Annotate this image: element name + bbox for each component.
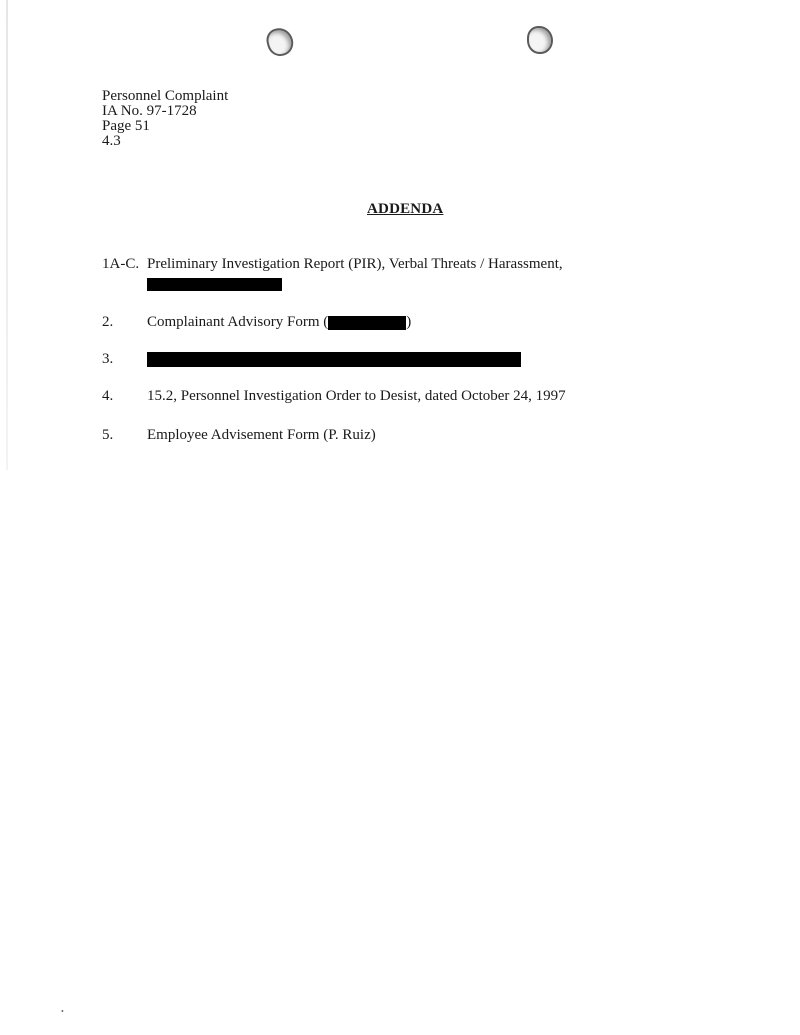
item-number: 3.: [102, 351, 114, 367]
punch-hole-right: [527, 26, 553, 54]
scan-speck: •: [61, 1007, 64, 1016]
document-header: [102, 89, 228, 149]
list-item-4: [102, 388, 566, 405]
item-text: Complainant Advisory Form (: [147, 314, 329, 330]
list-item-2: [102, 314, 411, 331]
item-text: Employee Advisement Form (P. Ruiz): [147, 427, 376, 443]
redaction-bar: [147, 278, 282, 291]
item-text-close: ): [406, 314, 412, 330]
header-line-page: Page 51: [102, 118, 150, 134]
list-item-5: [102, 427, 376, 444]
header-line-section: 4.3: [102, 133, 121, 149]
item-number: 2.: [102, 314, 114, 330]
item-number: 1A-C.: [102, 256, 140, 272]
item-text: Preliminary Investigation Report (PIR), Verbal Threats / Harassment,: [147, 256, 563, 272]
page-title: ADDENDA: [367, 201, 444, 217]
redaction-bar: [147, 352, 521, 367]
list-item-3: [102, 351, 147, 368]
header-line-complaint: Personnel Complaint: [102, 88, 229, 104]
item-number: 4.: [102, 388, 114, 404]
item-number: 5.: [102, 427, 114, 443]
punch-hole-left: [264, 25, 296, 59]
scan-left-edge: [6, 0, 8, 470]
item-text: 15.2, Personnel Investigation Order to Desist, dated October 24, 1997: [147, 388, 566, 404]
redaction-bar: [328, 316, 406, 330]
header-line-ia-number: IA No. 97-1728: [102, 103, 197, 119]
list-item-1: [102, 256, 563, 273]
